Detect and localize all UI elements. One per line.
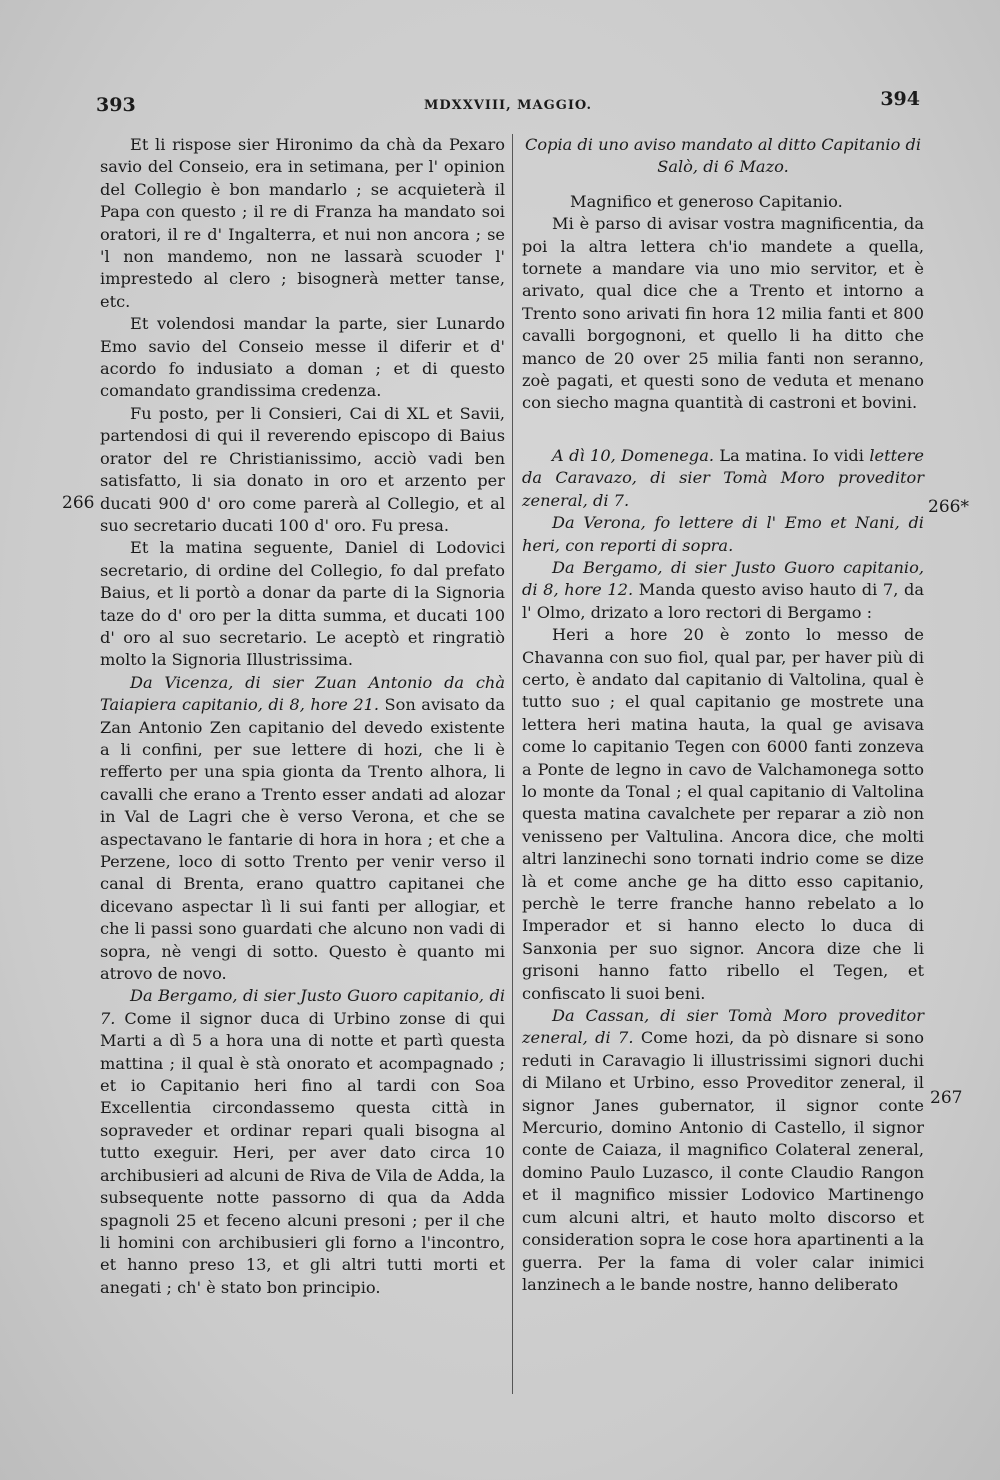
left-paragraph: Da Vicenza, di sier Zuan Antonio da chà Taiapiera capitanio, di 8, hore 21. Son avisato da Zan Antonio Zen capitanio del devedo existente a li confini, per sue lettere di hozi, che li è refferto per una spia gionta da Trento alhora, li cavalli che erano a Trento esser andati ad alozar in Val de Lagri che è verso Verona, et che se aspectavano le fantarie di hora in hora ; et che a Perzene, loco di sotto Trento per venir verso il canal di Brenta, erano quattro capitanei che dicevano aspectar lì li sui fanti per allogiar, et che li passi sono guardati che alcuno non vadi di sopra, nè vengi di sotto. Questo è quanto mi atrovo de novo. bbox=[100, 672, 505, 984]
left-column bbox=[100, 134, 505, 1299]
margin-note-right-267: 267 bbox=[930, 1088, 963, 1108]
dispatch-heading: Da Cassan, di sier Tomà Moro proveditor zeneral, di 7. bbox=[522, 1006, 924, 1048]
right-paragraph: Heri a hore 20 è zonto lo messo de Chavanna con suo fiol, qual par, per haver più di certo, è andato dal capitanio di Valtolina, qual è tutto suo ; el qual capitanio ge mostrete una lettera heri matina hauta, la qual ge avisava come lo capitanio Tegen con 6000 fanti zonzeva a Ponte de legno in cavo de Valchamonega sotto lo monte da Tonal ; el qual capitanio di Valtolina questa matina cavalchete per reparar a ziò non venisseno per Valtulina. Ancora dice, che molti altri lanzinechi sono tornati indrio come se dize là et come anche ge ha ditto esso capitanio, perchè le terre franche hanno rebelato a lo Imperador et si hanno electo lo duca di Sanxonia per suo signor. Ancora dize che li grisoni hanno fatto ribello el Tegen, et confiscato li suoi beni. bbox=[522, 625, 924, 1003]
notice-heading: Copia di uno aviso mandato al ditto Capitanio di Salò, di 6 Mazo. bbox=[524, 135, 922, 177]
right-paragraph bbox=[522, 512, 924, 557]
salutation: Magnifico et generoso Capitanio. bbox=[570, 191, 843, 211]
right-paragraph: Mi è parso di avisar vostra magnificentia, da poi la altra lettera ch'io mandete a quella, tornete a mandare via uno mio servitor, et è arivato, qual dice che a Trento et intorno a Trento sono arivati fin hora 12 milia fanti et 800 cavalli borgognoni, et quello li ha ditto che manco de 20 over 25 milia fanti non seranno, zoè pagati, et questi sono de veduta et menano con siecho magna quantità di castroni et bovini. bbox=[522, 214, 924, 413]
dispatch-heading: Da Bergamo, di sier Justo Guoro capitanio, di 8, hore 12. bbox=[522, 557, 924, 600]
right-paragraph: Da Bergamo, di sier Justo Guoro capitanio, di 8, hore 12. Manda questo aviso hauto di 7, da l' Olmo, drizato a loro rectori di Bergamo : bbox=[522, 557, 924, 622]
dispatch-heading: Da Vicenza, di sier Zuan Antonio da chà Taiapiera capitanio, di 8, hore 21. bbox=[100, 672, 505, 715]
page-number-left: 393 bbox=[96, 94, 136, 116]
column-divider bbox=[512, 134, 513, 1394]
running-title: MDXXVIII, MAGGIO. bbox=[423, 98, 593, 113]
dispatch-heading-tail: lettere da Caravazo, di sier Tomà Moro proveditor zeneral, di 7. bbox=[522, 445, 924, 510]
page-header bbox=[96, 88, 920, 118]
left-paragraph: Da Bergamo, di sier Justo Guoro capitanio, di 7. Come il signor duca di Urbino zonse di qui Marti a dì 5 a hora una di notte et partì questa mattina ; il qual è stà onorato et acompagnado ; et io Capitanio heri fino al tardi con Soa Excellentia circondassemo questa città in sopraveder et ordinar repari quali bisogna al tutto exeguir. Heri, per aver dato circa 10 archibusieri ad alcuni de Riva de Vila de Adda, la subsequente notte passorno di qua da Adda spagnoli 25 et feceno alcuni presoni ; per il che li homini con archibusieri gli forno a l'incontro, et hanno preso 13, et gli altri tutti morti et anegati ; ch' è stato bon principio. bbox=[100, 986, 505, 1297]
page-number-right: 394 bbox=[880, 88, 920, 110]
dispatch-heading: A dì 10, Domenega. bbox=[552, 445, 714, 465]
margin-note-left-266: 266 bbox=[62, 493, 95, 513]
dispatch-heading: Da Bergamo, di sier Justo Guoro capitanio, di 7. bbox=[100, 986, 505, 1028]
right-paragraph: Da Cassan, di sier Tomà Moro proveditor zeneral, di 7. Come hozi, da pò disnare si sono reduti in Caravagio li illustrissimi signori duchi di Milano et Urbino, esso Proveditor zeneral, il signor Janes gubernator, il signor conte Mercurio, domino Antonio di Castello, il signor conte de Caiaza, il magnifico Colateral zeneral, domino Paulo Luzasco, il conte Claudio Rangon et il magnifico missier Lodovico Martinengo cum alcuni altri, et hauto molto discorso et consideration sopra le cose hora apartinenti a la guerra. Per la fama di voler calar inimici lanzinech a le bande nostre, hanno deliberato bbox=[522, 1006, 924, 1294]
right-column bbox=[522, 134, 924, 1296]
dispatch-heading: Da Verona, fo lettere di l' Emo et Nani, di heri, con reporti di sopra. bbox=[522, 513, 924, 555]
right-paragraph: A dì 10, Domenega. La matina. Io vidi lettere da Caravazo, di sier Tomà Moro proveditor zeneral, di 7. bbox=[522, 445, 924, 510]
left-paragraph: Et la matina seguente, Daniel di Lodovici secretario, di ordine del Collegio, fo dal prefato Baius, et li portò a donar da parte di la Signoria taze do d' oro per la ditta summa, et ducati 100 d' oro al suo secretario. Le aceptò et ringratiò molto la Signoria Illustrissima. bbox=[100, 538, 505, 670]
left-paragraph: Fu posto, per li Consieri, Cai di XL et Savii, partendosi di qui il reverendo episcopo di Baius orator del re Christianissimo, acciò vadi ben satisfatto, li sia donato in oro et arzento per ducati 900 d' oro come parerà al Collegio, et al suo secretario ducati 100 d' oro. Fu presa. bbox=[100, 403, 505, 535]
margin-note-right-266: 266* bbox=[928, 497, 969, 517]
left-paragraph: Et volendosi mandar la parte, sier Lunardo Emo savio del Conseio messe il diferir et d' acordo fo indusiato a doman ; et di questo comandato grandissima credenza. bbox=[100, 314, 505, 401]
left-paragraph: Et li rispose sier Hironimo da chà da Pexaro savio del Conseio, era in setimana, per l' opinion del Collegio è bon mandarlo ; se acquieterà il Papa con questo ; il re di Franza ha mandato soi oratori, il re d' Ingalterra, et nui non ancora ; se 'l non mandemo, non ne lassarà scuoder l' imprestedo al clero ; bisognerà metter tanse, etc. bbox=[100, 135, 505, 311]
